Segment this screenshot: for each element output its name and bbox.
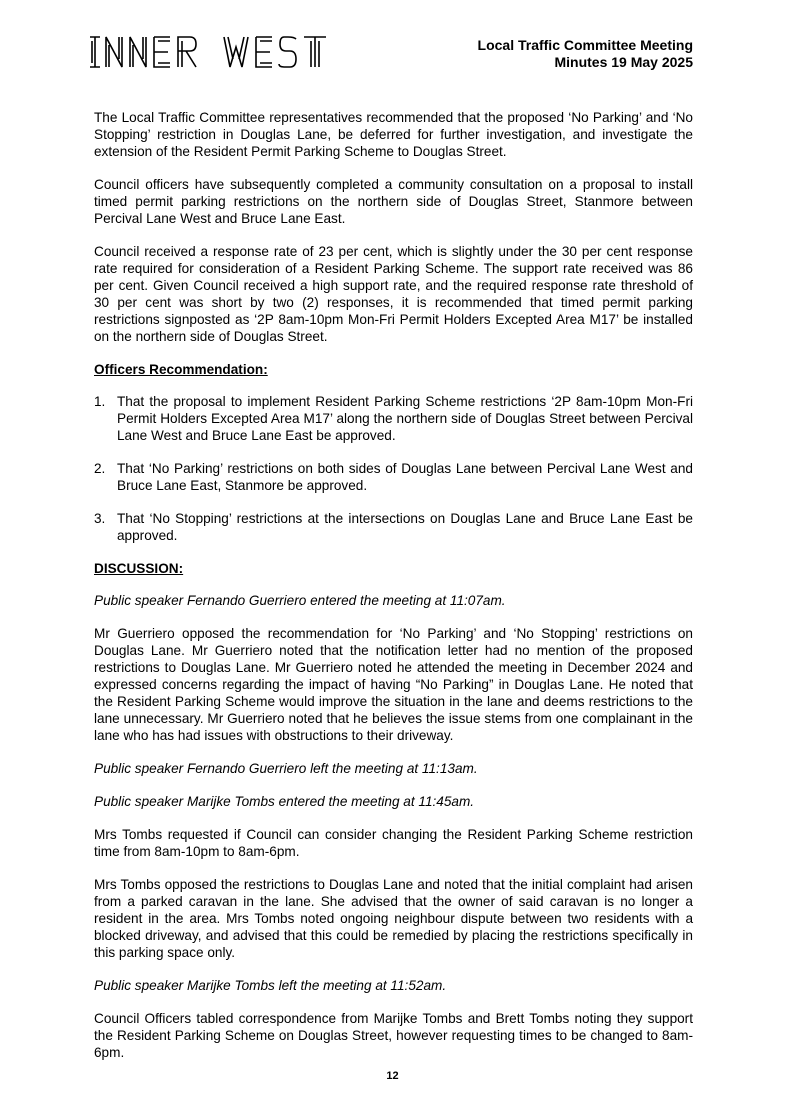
paragraph: Mr Guerriero opposed the recommendation for ‘No Parking’ and ‘No Stopping’ restrictions on Douglas Lane. Mr Guerriero noted that the notification letter had no mention of the proposed restrictions to Douglas Lane. Mr Guerriero noted he attended the meeting in December 2024 and expressed concerns regarding the impact of having “No Parking” in Douglas Lane. He noted that the Resident Parking Scheme would improve the situation in the lane and deems restrictions to the lane unnecessary. Mr Guerriero noted that he believes the issue stems from one complainant in the lane who has had issues with obstructions to their driveway. <box>94 626 693 743</box>
list-item-number: 2. <box>94 461 106 476</box>
recommendation-list <box>94 393 693 544</box>
page-number: 12 <box>386 1070 399 1082</box>
list-item-text: That ‘No Stopping’ restrictions at the intersections on Douglas Lane and Bruce Lane East be approved. <box>117 511 693 543</box>
list-item <box>94 393 693 444</box>
document-body <box>94 109 693 1077</box>
list-item <box>94 510 693 544</box>
paragraph: Mrs Tombs requested if Council can consider changing the Resident Parking Scheme restriction time from 8am-10pm to 8am-6pm. <box>94 827 693 859</box>
paragraph: Council officers have subsequently completed a community consultation on a proposal to install timed permit parking restrictions on the northern side of Douglas Street, Stanmore between Percival Lane West and Bruce Lane East. <box>94 177 693 226</box>
inner-west-logo-icon <box>88 33 338 73</box>
speaker-note: Public speaker Marijke Tombs left the meeting at 11:52am. <box>94 978 447 993</box>
list-item <box>94 460 693 494</box>
recommendation-heading: Officers Recommendation: <box>94 362 268 377</box>
paragraph: Mrs Tombs opposed the restrictions to Douglas Lane and noted that the initial complaint had arisen from a parked caravan in the lane. She advised that the owner of said caravan is no longer a resident in the area. Mrs Tombs noted ongoing neighbour dispute between two residents with a blocked driveway, and advised that this could be remedied by placing the restrictions specifically in this parking space only. <box>94 877 693 960</box>
list-item-number: 1. <box>94 394 106 409</box>
discussion-heading: DISCUSSION: <box>94 561 184 576</box>
inner-west-logo <box>88 33 338 73</box>
header-title: Local Traffic Committee Meeting <box>477 37 693 53</box>
header-title-block <box>478 37 693 71</box>
speaker-note: Public speaker Marijke Tombs entered the meeting at 11:45am. <box>94 794 475 809</box>
paragraph: Council received a response rate of 23 per cent, which is slightly under the 30 per cent response rate required for consideration of a Resident Parking Scheme. The support rate received was 86 per cent. Given Council received a high support rate, and the required response rate threshold of 30 per cent was short by two (2) responses, it is recommended that timed permit parking restrictions signposted as ‘2P 8am-10pm Mon-Fri Permit Holders Excepted Area M17’ be installed on the northern side of Douglas Street. <box>94 244 693 344</box>
list-item-number: 3. <box>94 511 106 526</box>
header-date: Minutes 19 May 2025 <box>554 54 693 70</box>
speaker-note: Public speaker Fernando Guerriero entered the meeting at 11:07am. <box>94 593 506 608</box>
paragraph: Council Officers tabled correspondence from Marijke Tombs and Brett Tombs noting they support the Resident Parking Scheme on Douglas Street, however requesting times to be changed to 8am-6pm. <box>94 1011 693 1060</box>
speaker-note: Public speaker Fernando Guerriero left the meeting at 11:13am. <box>94 761 478 776</box>
list-item-text: That ‘No Parking’ restrictions on both sides of Douglas Lane between Percival Lane West and Bruce Lane East, Stanmore be approved. <box>117 461 693 493</box>
list-item-text: That the proposal to implement Resident Parking Scheme restrictions ‘2P 8am-10pm Mon-Fri Permit Holders Excepted Area M17’ along the northern side of Douglas Street between Percival Lane West and Bruce Lane East be approved. <box>117 394 693 443</box>
paragraph: The Local Traffic Committee representatives recommended that the proposed ‘No Parking’ and ‘No Stopping’ restriction in Douglas Lane, be deferred for further investigation, and investigate the extension of the Resident Permit Parking Scheme to Douglas Street. <box>94 110 693 159</box>
